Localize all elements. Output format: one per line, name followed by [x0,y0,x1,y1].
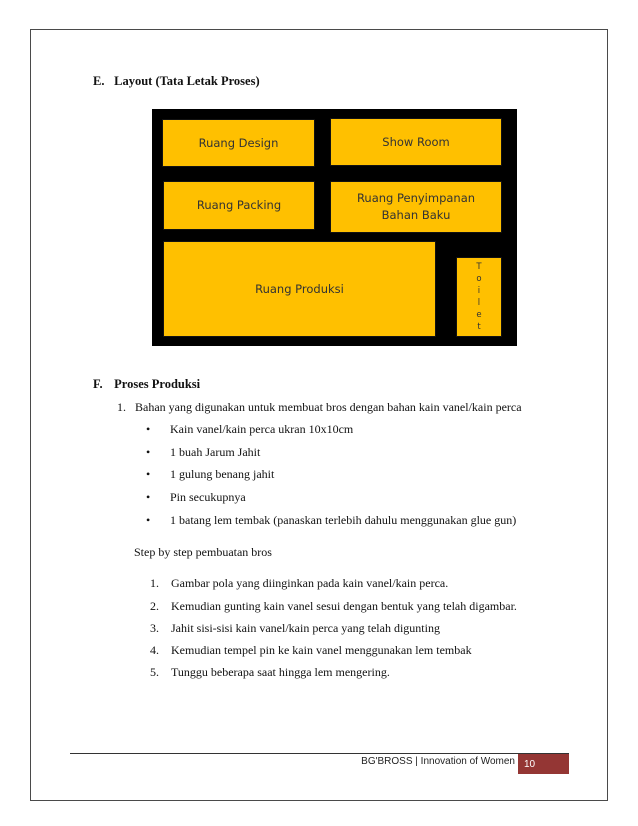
bullet-icon: • [146,490,151,504]
room-show-room [330,118,502,166]
toilet-letter: i [477,286,481,296]
toilet-label [476,261,481,333]
section-f-label: F. [93,377,103,391]
bullet-item: Kain vanel/kain perca ukran 10x10cm [170,422,354,436]
bullet-item: 1 buah Jarum Jahit [170,445,261,459]
toilet-letter: e [476,310,482,320]
footer-rule [70,753,569,754]
room-penyimpanan [330,181,502,233]
step-number: 2. [150,599,159,613]
step-text: Tunggu beberapa saat hingga lem mengering. [171,665,390,679]
bullet-icon: • [146,467,151,481]
section-e-heading [93,74,260,89]
step-heading: Step by step pembuatan bros [134,545,272,559]
step-text: Kemudian gunting kain vanel sesui dengan bentuk yang telah digambar. [171,599,517,613]
toilet-letter: o [476,274,482,284]
section-e-label: E. [93,74,105,88]
room-produksi-label: Ruang Produksi [255,281,344,296]
item-1-text: Bahan yang digunakan untuk membuat bros dengan bahan kain vanel/kain perca [135,400,522,414]
step-number: 4. [150,643,159,657]
room-produksi [163,241,436,337]
page-number: 10 [518,754,569,774]
item-1 [117,400,522,415]
bullet-icon: • [146,422,151,436]
footer-text: BG'BROSS | Innovation of Women [361,756,515,767]
room-design-label: Ruang Design [198,135,279,150]
room-penyimpanan-line2: Bahan Baku [381,208,451,222]
step-number: 1. [150,576,159,590]
bullet-icon: • [146,513,151,527]
toilet-letter: t [477,322,481,332]
room-packing [163,181,315,230]
step-text: Jahit sisi-sisi kain vanel/kain perca yang telah digunting [171,621,440,635]
bullet-item: Pin secukupnya [170,490,246,504]
section-e-title: Layout (Tata Letak Proses) [114,74,260,88]
toilet-letter: l [477,298,481,308]
step-text: Kemudian tempel pin ke kain vanel menggunakan lem tembak [171,643,472,657]
step-number: 5. [150,665,159,679]
item-1-number: 1. [117,400,126,414]
room-packing-label: Ruang Packing [196,198,282,213]
step-text: Gambar pola yang diinginkan pada kain vanel/kain perca. [171,576,449,590]
section-f-heading [93,377,200,392]
bullet-item: 1 batang lem tembak (panaskan terlebih dahulu menggunakan glue gun) [170,513,517,527]
room-show-room-label: Show Room [382,134,450,149]
toilet-letter: T [476,262,482,272]
step-number: 3. [150,621,159,635]
bullet-item: 1 gulung benang jahit [170,467,275,481]
layout-diagram [152,109,517,346]
room-penyimpanan-line1: Ruang Penyimpanan [356,191,476,206]
room-toilet [456,257,502,337]
room-design [162,119,315,167]
section-f-title: Proses Produksi [114,377,201,391]
bullet-icon: • [146,445,151,459]
